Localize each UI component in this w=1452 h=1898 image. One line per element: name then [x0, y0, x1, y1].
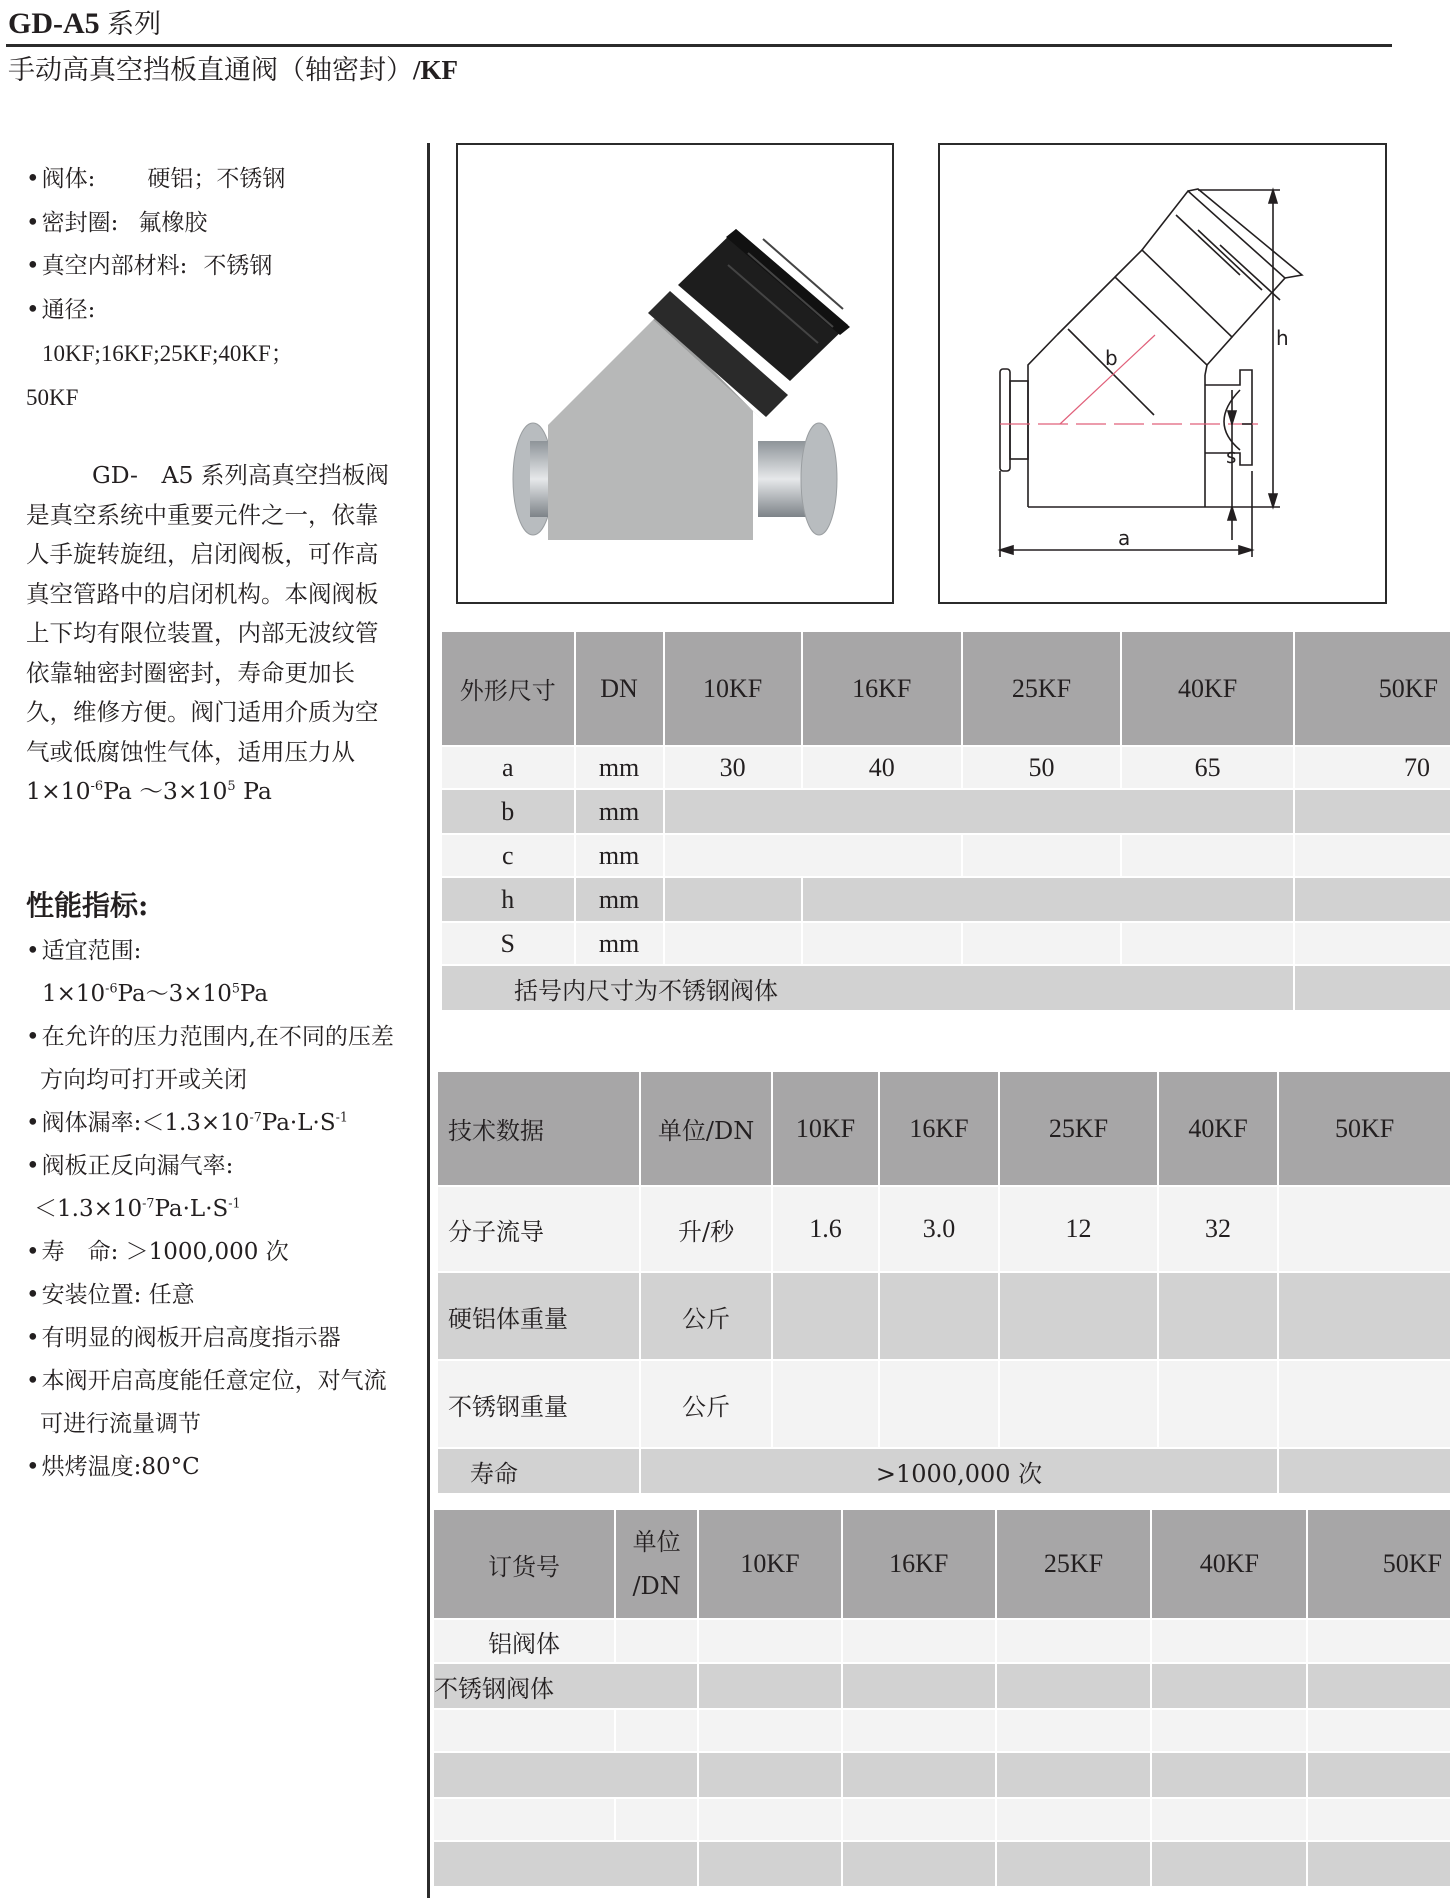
order-table — [432, 1508, 1452, 1888]
perf-range: $1\times 10^{-6}Pa\sim 3\times 10^5Pa$ — [42, 980, 269, 1007]
header-rule — [6, 44, 1392, 47]
svg-text:s: s — [1226, 444, 1237, 468]
table-row: 铝阀体 — [434, 1620, 1450, 1662]
performance-heading: 性能指标: — [26, 889, 149, 922]
perf-item: • 安装位置: 任意 — [26, 1274, 406, 1317]
description-paragraph: GD- A5 系列高真空挡板阀是真空系统中重要元件之一，依靠人手旋转旋纽，启闭阀板，可作高真空管路中的启闭机构。本阀阀板上下均有限位装置，内部无波纹管依靠轴密封圈密封，寿命更加长久，维修方便。阀门适用介质为空气或低腐蚀性气体，适用压力从 $1\times 10^{-6}Pa$ $\sim 3\times 10^5$ Pa — [26, 461, 389, 805]
header-cell: 10KF — [665, 632, 801, 745]
table-header-row — [442, 632, 1450, 745]
table-row: h mm — [442, 878, 1450, 921]
product-title-cn: 手动高真空挡板直通阀（轴密封） — [8, 55, 413, 86]
table-header-row: 订货号 单位 /DN 10KF 16KF 25KF 40KF 50KF — [434, 1510, 1450, 1618]
table-row: 硬铝体重量 公斤 — [438, 1273, 1450, 1359]
header-cell: 外形尺寸 — [442, 632, 574, 745]
perf-item: • 烘烤温度:80°C — [26, 1446, 406, 1489]
header-cell: DN — [576, 632, 663, 745]
table-row — [434, 1842, 1450, 1886]
performance-list — [26, 930, 406, 1489]
perf-item: • 有明显的阀板开启高度指示器 — [26, 1317, 406, 1360]
valve-photo-illustration — [458, 145, 892, 602]
perf-item: • 本阀开启高度能任意定位，对气流可进行流量调节 — [26, 1360, 406, 1446]
table-row — [434, 1799, 1450, 1840]
series-title — [8, 6, 161, 43]
dimensions-table — [440, 630, 1452, 1012]
sizes-line: 50KF — [26, 384, 79, 410]
material-item: • 通径: — [26, 289, 406, 333]
sizes-line: 10KF;16KF;25KF;40KF； — [42, 341, 294, 366]
perf-item: • 在允许的压力范围内,在不同的压差方向均可打开或关闭 — [26, 1016, 406, 1102]
table-row: 不锈钢阀体 — [434, 1664, 1450, 1708]
product-title-suffix: /KF — [413, 55, 458, 85]
header-cell: 25KF — [963, 632, 1121, 745]
perf-item: • 适宜范围: — [26, 930, 406, 973]
table-row: 不锈钢重量 公斤 — [438, 1361, 1450, 1447]
table-row: S mm — [442, 923, 1450, 964]
svg-text:b: b — [1105, 346, 1118, 370]
series-code: GD-A5 — [8, 7, 100, 40]
dimension-drawing — [938, 143, 1387, 604]
table-life-row: 寿命 >1000,000 次 — [438, 1449, 1450, 1493]
table-header-row: 技术数据 单位/DN 10KF 16KF 25KF 40KF 50KF — [438, 1072, 1450, 1185]
perf-item: • 阀体漏率$:<1.3\times 10^{-7}Pa\cdot L\cdot S^{-1}$ — [26, 1102, 406, 1145]
product-title — [8, 52, 458, 89]
perf-item: • 阀板正反向漏气率: — [26, 1145, 406, 1188]
table-row: c mm — [442, 835, 1450, 876]
table-row — [434, 1710, 1450, 1751]
material-item: • 真空内部材料: 不锈钢 — [26, 245, 406, 289]
svg-text:h: h — [1276, 326, 1289, 350]
column-divider — [427, 143, 430, 1898]
product-photo — [456, 143, 894, 604]
table-row: b mm — [442, 790, 1450, 833]
table-row — [434, 1753, 1450, 1797]
table-row: a mm 30 40 50 65 70 — [442, 747, 1450, 788]
header-cell: 16KF — [803, 632, 961, 745]
material-item: • 阀体: 硬铝；不锈钢 — [26, 158, 406, 202]
tech-data-table — [436, 1070, 1452, 1495]
materials-list — [26, 158, 406, 419]
series-suffix: 系列 — [107, 9, 162, 40]
header-cell: 40KF — [1122, 632, 1293, 745]
perf-plate-leak-value: $<1.3\times 10^{-7}Pa\cdot L\cdot S^{-1}$ — [34, 1195, 241, 1222]
material-item: • 密封圈: 氟橡胶 — [26, 202, 406, 246]
perf-item: • 寿 命: ＞1000,000 次 — [26, 1231, 406, 1274]
svg-text:a: a — [1118, 526, 1131, 550]
table-row: 分子流导 升/秒 1.6 3.0 12 32 — [438, 1187, 1450, 1271]
valve-dimension-drawing — [940, 145, 1385, 602]
table-note-row: 括号内尺寸为不锈钢阀体 — [442, 966, 1450, 1010]
header-cell: 50KF — [1295, 632, 1450, 745]
unit-header: 单位 /DN — [616, 1510, 697, 1618]
